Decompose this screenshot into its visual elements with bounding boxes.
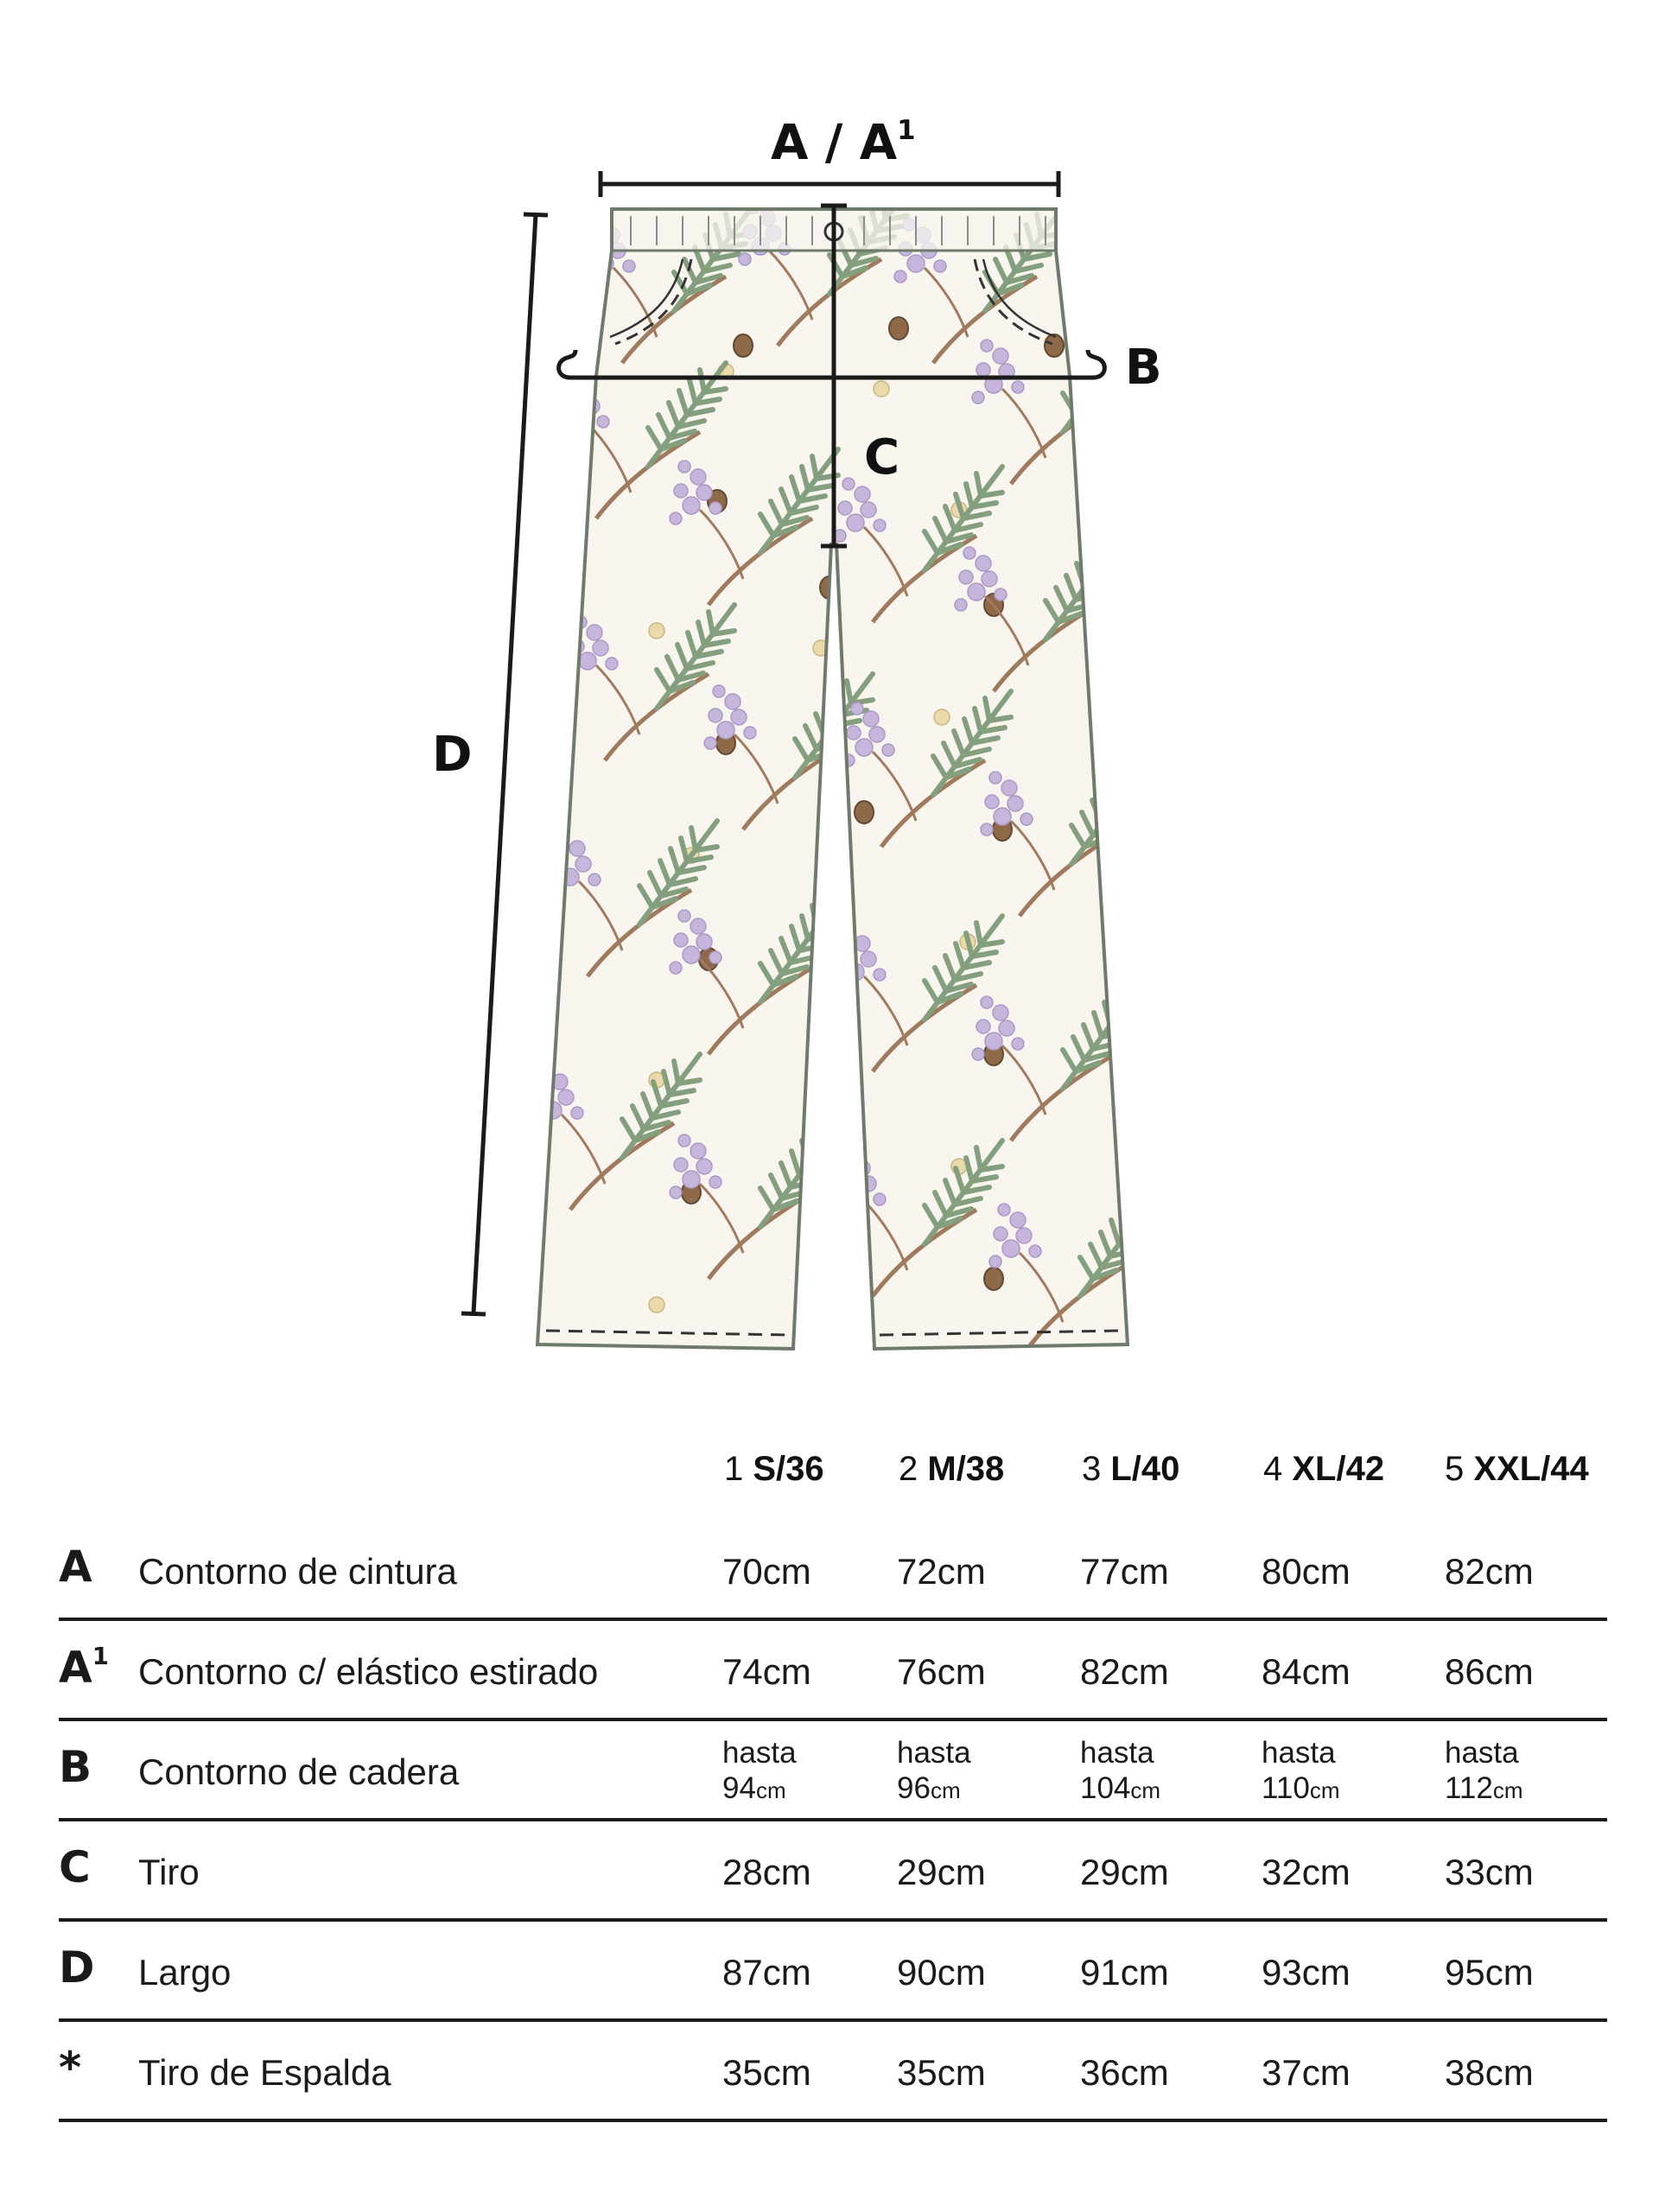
- row-value: 32cm: [1262, 1852, 1351, 1892]
- value-unit: cm: [1492, 1777, 1523, 1804]
- table-row-waist-stretched: [59, 1621, 1607, 1721]
- row-value: 35cm: [722, 2052, 811, 2093]
- value-prefix: hasta: [1080, 1736, 1154, 1770]
- value-prefix: hasta: [722, 1736, 797, 1770]
- row-value: [1445, 1735, 1522, 1807]
- size-number: 1: [724, 1450, 744, 1488]
- row-letter-text: A: [59, 1541, 92, 1592]
- table-row-length: [59, 1922, 1607, 2022]
- row-value: [1262, 1735, 1339, 1807]
- row-description: Largo: [138, 1952, 232, 1993]
- row-letter: [59, 1942, 95, 1993]
- dimension-label-a-text: A / A: [771, 115, 898, 172]
- row-value: 28cm: [722, 1852, 811, 1892]
- table-row-hip: [59, 1721, 1607, 1821]
- size-number: 4: [1263, 1450, 1283, 1488]
- row-value: 29cm: [897, 1852, 986, 1892]
- row-description: Tiro: [138, 1852, 200, 1892]
- size-label: S/36: [753, 1450, 824, 1488]
- row-letter-text: A: [59, 1642, 92, 1693]
- size-header-4: [1263, 1450, 1384, 1489]
- row-value: 82cm: [1445, 1551, 1534, 1592]
- size-header-1: [724, 1450, 824, 1489]
- row-value: 33cm: [1445, 1852, 1534, 1892]
- row-description: Contorno de cadera: [138, 1751, 460, 1792]
- row-value: [1080, 1735, 1160, 1807]
- row-letter-text: B: [59, 1742, 92, 1792]
- value-amount: [897, 1770, 971, 1806]
- row-value: 87cm: [722, 1952, 811, 1993]
- row-letter: [59, 1642, 109, 1693]
- table-row-rise: [59, 1821, 1607, 1922]
- row-letter: [59, 2043, 82, 2093]
- size-label: XXL/44: [1473, 1450, 1589, 1488]
- row-description: Contorno de cintura: [138, 1551, 457, 1592]
- row-value: 35cm: [897, 2052, 986, 2093]
- value-number: 112: [1445, 1771, 1493, 1806]
- value-number: 110: [1262, 1771, 1310, 1806]
- row-value: 76cm: [897, 1651, 986, 1692]
- row-value: 95cm: [1445, 1952, 1534, 1993]
- row-value: 29cm: [1080, 1852, 1169, 1892]
- row-letter: [59, 1541, 92, 1592]
- row-letter-text: C: [59, 1842, 91, 1892]
- value-number: 94: [722, 1771, 756, 1806]
- value-unit: cm: [1130, 1777, 1161, 1804]
- dimension-label-a: [771, 115, 916, 172]
- row-value: [722, 1735, 797, 1807]
- value-amount: [1445, 1770, 1522, 1806]
- row-divider: [59, 2119, 1607, 2122]
- row-value: 84cm: [1262, 1651, 1351, 1692]
- value-unit: cm: [755, 1777, 786, 1804]
- size-number: 3: [1082, 1450, 1102, 1488]
- size-label: L/40: [1110, 1450, 1180, 1488]
- dimension-label-a-superscript: 1: [897, 115, 916, 146]
- row-value: 90cm: [897, 1952, 986, 1993]
- value-prefix: hasta: [897, 1736, 971, 1770]
- row-value: 74cm: [722, 1651, 811, 1692]
- size-header-3: [1082, 1450, 1179, 1489]
- row-value: 70cm: [722, 1551, 811, 1592]
- row-value: 91cm: [1080, 1952, 1169, 1993]
- value-amount: [1262, 1770, 1339, 1806]
- row-value: 93cm: [1262, 1952, 1351, 1993]
- row-letter-text: *: [59, 2043, 82, 2093]
- row-value: 86cm: [1445, 1651, 1534, 1692]
- value-amount: [1080, 1770, 1160, 1806]
- value-prefix: hasta: [1445, 1736, 1519, 1770]
- table-row-back-rise: [59, 2022, 1607, 2122]
- value-amount: [722, 1770, 797, 1806]
- row-value: [897, 1735, 971, 1807]
- row-value: 82cm: [1080, 1651, 1169, 1692]
- table-row-waist: [59, 1521, 1607, 1621]
- value-prefix: hasta: [1262, 1736, 1336, 1770]
- size-label: XL/42: [1292, 1450, 1385, 1488]
- size-header-5: [1445, 1450, 1589, 1489]
- row-letter: [59, 1842, 91, 1892]
- value-number: 104: [1080, 1771, 1131, 1806]
- row-letter-text: D: [59, 1942, 95, 1993]
- row-value: 36cm: [1080, 2052, 1169, 2093]
- dimension-label-b: B: [1125, 340, 1162, 396]
- row-letter-superscript: 1: [92, 1643, 109, 1670]
- dimension-label-d: D: [432, 727, 473, 783]
- row-value: 38cm: [1445, 2052, 1534, 2093]
- value-unit: cm: [930, 1777, 961, 1804]
- row-description: Tiro de Espalda: [138, 2052, 391, 2093]
- size-number: 2: [899, 1450, 918, 1488]
- size-number: 5: [1445, 1450, 1465, 1488]
- row-letter: [59, 1742, 92, 1792]
- row-description: Contorno c/ elástico estirado: [138, 1651, 599, 1692]
- value-unit: cm: [1309, 1777, 1340, 1804]
- size-header-2: [899, 1450, 1004, 1489]
- dimension-label-c: C: [864, 429, 900, 486]
- size-label: M/38: [927, 1450, 1005, 1488]
- value-number: 96: [897, 1771, 931, 1806]
- row-value: 72cm: [897, 1551, 986, 1592]
- row-value: 77cm: [1080, 1551, 1169, 1592]
- row-value: 37cm: [1262, 2052, 1351, 2093]
- row-value: 80cm: [1262, 1551, 1351, 1592]
